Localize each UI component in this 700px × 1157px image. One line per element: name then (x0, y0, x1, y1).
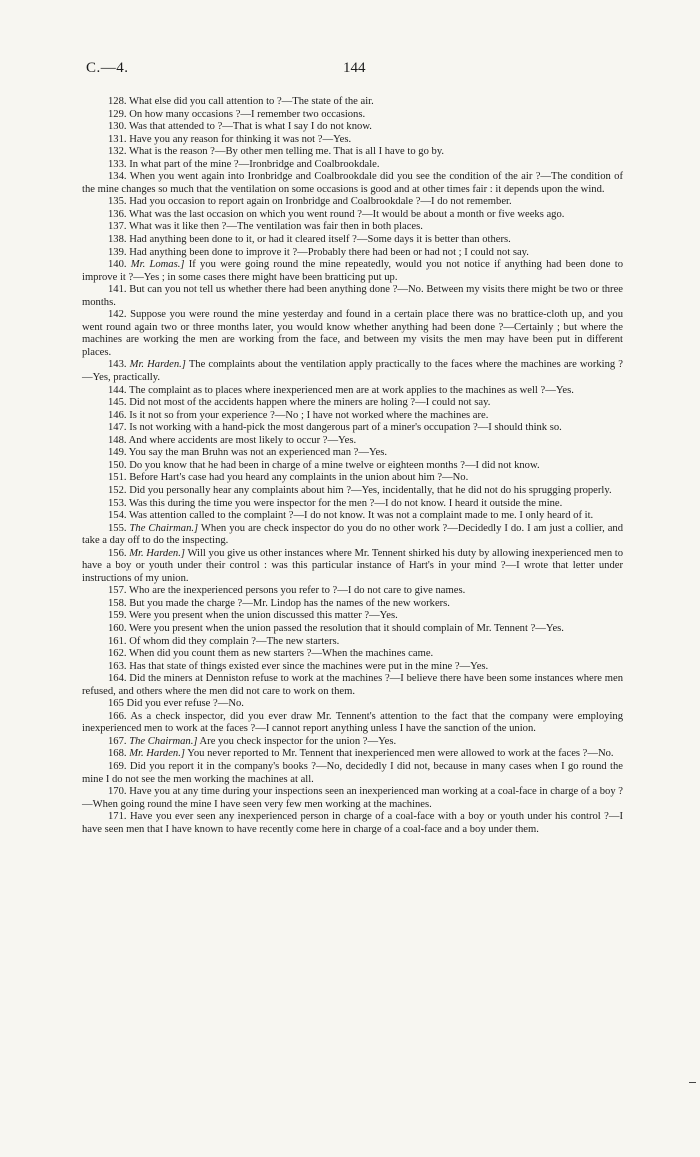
speaker-name: Mr. Lomas.] (130, 259, 185, 271)
speaker-name: Mr. Harden.] (129, 359, 186, 371)
question-answer-paragraph: 133. In what part of the mine ?—Ironbridge and Coalbrookdale. (108, 158, 380, 170)
question-answer-paragraph: 162. When did you count them as new starters ?—When the machines came. (108, 648, 434, 660)
question-answer-paragraph (82, 548, 623, 586)
paragraph-number: 143. (108, 359, 130, 371)
question-answer-paragraph: 141. But can you not tell us whether there had been anything done ?—No. Between my visits there might be two or three months. (82, 284, 623, 308)
paragraph-text: If you were going round the mine repeatedly, would you not notice if anything had been done to improve it ?—Yes ; in some cases there might have been bratticing put up. (82, 259, 623, 283)
question-answer-paragraph: 169. Did you report it in the company's books ?—No, decidedly I did not, because in many cases when I go round the mine I do not see the men working the machines at all. (82, 760, 623, 785)
question-answer-paragraph: 154. Was attention called to the complaint ?—I do not know. It was not a complaint made to me. I only heard of it. (108, 510, 594, 522)
paragraph-number: 167. (108, 735, 130, 747)
question-answer-paragraph: 146. Is it not so from your experience ?—No ; I have not worked where the machines are. (108, 409, 489, 421)
question-answer-paragraph: 129. On how many occasions ?—I remember two occasions. (108, 108, 366, 120)
question-answer-paragraph (82, 359, 623, 384)
speaker-name: Mr. Harden.] (129, 748, 186, 760)
paragraph-text: Are you check inspector for the union ?—Yes. (197, 735, 397, 747)
speaker-name: The Chairman.] (129, 522, 199, 534)
document-reference: C.—4. (86, 60, 129, 76)
question-answer-paragraph: 152. Did you personally hear any complaints about him ?—Yes, incidentally, that he did not do his sprugging properly. (108, 484, 612, 496)
question-answer-paragraph: 134. When you went again into Ironbridge and Coalbrookdale did you see the condition of the air ?—The condition of the mine changes so much that the ventilation on some occasions is good and at other times fair : it depends upon the wind. (82, 171, 623, 195)
question-answer-paragraph: 170. Have you at any time during your inspections seen an inexperienced man working at a coal-face in charge of a boy ?—When going round the mine I have seen very few men working at the machines. (82, 786, 623, 810)
evidence-text (82, 96, 623, 836)
question-answer-paragraph: 139. Had anything been done to improve it ?—Probably there had been or had not ; I could not say. (108, 246, 529, 258)
question-answer-paragraph (82, 259, 623, 284)
question-answer-paragraph: 161. Of whom did they complain ?—The new starters. (108, 635, 340, 647)
paragraph-text: When you are check inspector do you do no other work ?—Decidedly I do. I am just a collier, and take a day off to do the inspecting. (82, 522, 624, 547)
paragraph-number: 168. (108, 748, 130, 760)
question-answer-paragraph: 160. Were you present when the union passed the resolution that it should complain of Mr. Tennent ?—Yes. (108, 622, 564, 634)
question-answer-paragraph: 157. Who are the inexperienced persons you refer to ?—I do not care to give names. (108, 585, 466, 597)
page-number: 144 (343, 60, 366, 76)
question-answer-paragraph (82, 523, 623, 548)
question-answer-paragraph: 137. What was it like then ?—The ventilation was fair then in both places. (108, 221, 423, 233)
question-answer-paragraph: 171. Have you ever seen any inexperienced person in charge of a coal-face with a boy or youth under his control ?—I have seen men that I have known to have recently come here in charge of a coal-face and a boy under them. (82, 811, 623, 835)
question-answer-paragraph: 158. But you made the charge ?—Mr. Lindop has the names of the new workers. (108, 597, 450, 609)
question-answer-paragraph: 165 Did you ever refuse ?—No. (108, 698, 244, 710)
speaker-name: The Chairman.] (129, 735, 198, 747)
question-answer-paragraph: 149. You say the man Bruhn was not an experienced man ?—Yes. (108, 447, 388, 459)
question-answer-paragraph: 142. Suppose you were round the mine yesterday and found in a certain place there was no brattice-cloth up, and you went round again two or three months later, you would know whether anything had been done ?—Certainly ; but where the machines are working the men are working from the face, and between my visits the men may have been put in different places. (82, 309, 623, 358)
paragraph-number: 156. (108, 547, 130, 559)
question-answer-paragraph: 150. Do you know that he had been in charge of a mine twelve or eighteen months ?—I did not know. (108, 459, 540, 471)
question-answer-paragraph: 145. Did not most of the accidents happen where the miners are holing ?—I could not say. (108, 397, 491, 409)
paragraph-number: 140. (108, 259, 131, 271)
question-answer-paragraph: 151. Before Hart's case had you heard any complaints in the union about him ?—No. (108, 472, 469, 484)
question-answer-paragraph: 163. Has that state of things existed ever since the machines were put in the mine ?—Yes. (108, 660, 489, 672)
question-answer-paragraph: 148. And where accidents are most likely to occur ?—Yes. (108, 434, 357, 446)
question-answer-paragraph: 136. What was the last occasion on which you went round ?—It would be about a month or five weeks ago. (108, 208, 565, 220)
question-answer-paragraph: 159. Were you present when the union discussed this matter ?—Yes. (108, 610, 398, 622)
page-header (0, 60, 700, 80)
paragraph-number: 155. (108, 522, 130, 534)
paragraph-text: You never reported to Mr. Tennent that inexperienced men were allowed to work at the faces ?—No. (185, 748, 614, 760)
paragraph-text: The complaints about the ventilation apply practically to the faces where the machines are working ?—Yes, practically. (82, 359, 623, 384)
question-answer-paragraph: 131. Have you any reason for thinking it was not ?—Yes. (108, 133, 352, 145)
paragraph-text: Will you give us other instances where Mr. Tennent shirked his duty by allowing inexperienced men to have a boy or youth under their control : was this particular instance of Hart's in your mind ?—I wrote that letter under instructions of my union. (82, 547, 624, 584)
question-answer-paragraph: 144. The complaint as to places where inexperienced men are at work applies to the machines as well ?—Yes. (108, 384, 574, 396)
question-answer-paragraph (82, 748, 623, 761)
question-answer-paragraph: 132. What is the reason ?—By other men telling me. That is all I have to go by. (108, 146, 445, 158)
question-answer-paragraph (82, 736, 623, 749)
margin-mark (689, 1082, 696, 1083)
question-answer-paragraph: 138. Had anything been done to it, or had it cleared itself ?—Some days it is better than others. (108, 234, 511, 246)
question-answer-paragraph: 130. Was that attended to ?—That is what I say I do not know. (108, 121, 372, 133)
speaker-name: Mr. Harden.] (129, 547, 186, 559)
question-answer-paragraph: 164. Did the miners at Denniston refuse to work at the machines ?—I believe there have been some instances where men refused, and others where the men did not care to work on them. (82, 673, 623, 697)
question-answer-paragraph: 147. Is not working with a hand-pick the most dangerous part of a miner's occupation ?—I should think so. (108, 422, 562, 434)
question-answer-paragraph: 135. Had you occasion to report again on Ironbridge and Coalbrookdale ?—I do not remember. (108, 196, 512, 208)
question-answer-paragraph: 128. What else did you call attention to ?—The state of the air. (108, 96, 374, 107)
question-answer-paragraph: 153. Was this during the time you were inspector for the men ?—I do not know. I heard it outside the mine. (108, 497, 563, 509)
question-answer-paragraph: 166. As a check inspector, did you ever draw Mr. Tennent's attention to the fact that the company were employing inexperienced men to work at the faces ?—I cannot report anything unless I have the sanction of the union. (82, 710, 623, 735)
